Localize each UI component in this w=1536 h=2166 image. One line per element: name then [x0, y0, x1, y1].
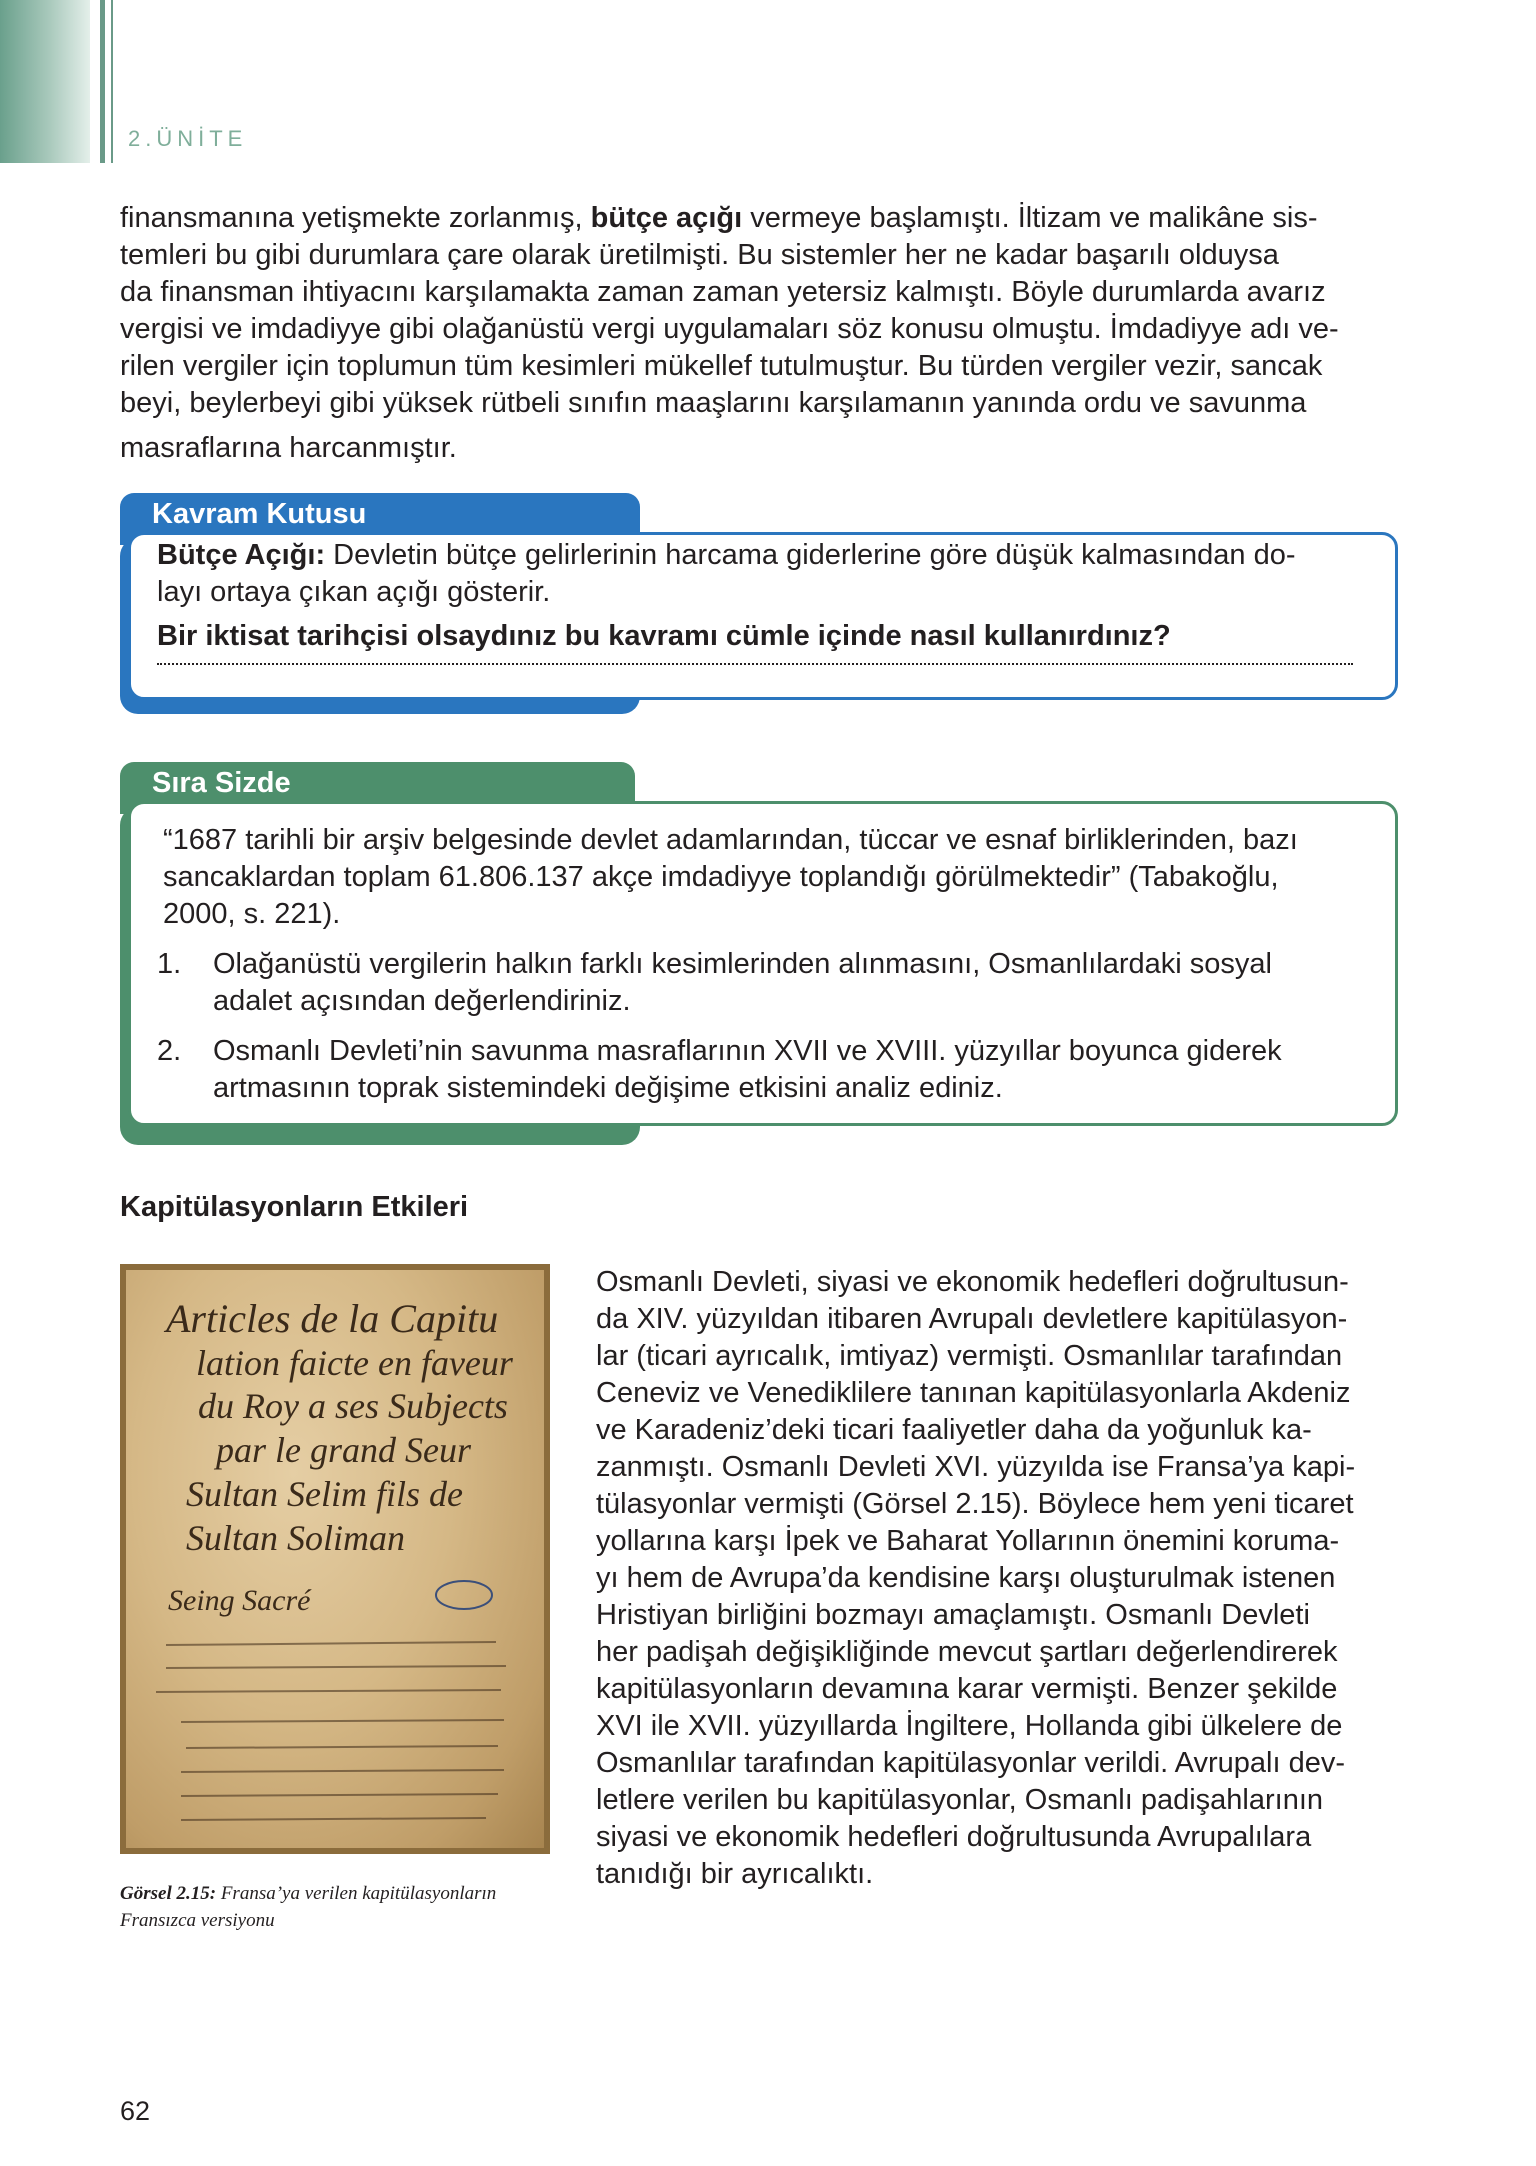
manuscript-line: du Roy a ses Subjects: [198, 1386, 508, 1426]
intro-line: vergisi ve imdadiyye gibi olağanüstü vergi uygulamaları söz konusu olmuştu. İmdadiyye adı ve-: [120, 313, 1339, 345]
answer-dotted-line: [157, 655, 1353, 665]
manuscript-line: Articles de la Capitu: [166, 1296, 499, 1341]
intro-text: finansmanına yetişmekte zorlanmış,: [120, 202, 591, 234]
intro-line: da finansman ihtiyacını karşılamakta zaman zaman yetersiz kalmıştı. Böyle durumlarda avarız: [120, 276, 1326, 308]
concept-definition-cont: layı ortaya çıkan açığı gösterir.: [157, 576, 551, 608]
capitulation-line: Ceneviz ve Venediklilere tanınan kapitülasyonlarla Akdeniz: [596, 1377, 1351, 1409]
manuscript-photo: [120, 1264, 550, 1854]
intro-line: masraflarına harcanmıştır.: [120, 432, 457, 464]
capitulation-line: kapitülasyonların devamına karar vermişti. Benzer şekilde: [596, 1673, 1338, 1705]
question-text: Bir iktisat tarihçisi olsaydınız bu kavramı cümle içinde nasıl kullanırdınız?: [157, 620, 1171, 652]
capitulation-line: ve Karadeniz’deki ticari faaliyetler daha da yoğunluk ka-: [596, 1414, 1312, 1446]
photo-caption: [120, 1880, 560, 1934]
manuscript-line: lation faicte en faveur: [196, 1343, 513, 1383]
question-2: Osmanlı Devleti’nin savunma masraflarının XVII ve XVIII. yüzyıllar boyunca giderek: [213, 1035, 1282, 1067]
manuscript-illustration: [126, 1270, 544, 1848]
intro-line: beyi, beylerbeyi gibi yüksek rütbeli sınıfın maaşlarını karşılamanın yanında ordu ve savunma: [120, 387, 1307, 419]
archive-quote: “1687 tarihli bir arşiv belgesinde devlet adamlarından, tüccar ve esnaf birliklerinden, bazı: [163, 824, 1298, 856]
header-rule: [100, 0, 105, 163]
question-2-cont: artmasının toprak sistemindeki değişime etkisini analiz ediniz.: [213, 1072, 1003, 1104]
definition-text: Devletin bütçe gelirlerinin harcama giderlerine göre düşük kalmasından do-: [325, 539, 1296, 571]
capitulation-line: her padişah değişikliğinde mevcut şartları değerlendirerek: [596, 1636, 1338, 1668]
corner-decoration: [0, 0, 90, 163]
capitulation-line: Osmanlılar tarafından kapitülasyonlar verildi. Avrupalı dev-: [596, 1747, 1346, 1779]
capitulation-line: tülasyonlar vermişti (Görsel 2.15). Böylece hem yeni ticaret: [596, 1488, 1354, 1520]
manuscript-page: [126, 1270, 544, 1848]
list-number: 2.: [157, 1035, 182, 1067]
intro-line: [120, 200, 1396, 237]
handwriting-lines: [156, 1642, 506, 1820]
manuscript-seal-label: Seing Sacré: [168, 1584, 311, 1617]
list-number: 1.: [157, 948, 182, 980]
manuscript-line: Sultan Soliman: [186, 1518, 406, 1558]
capitulation-line: letlere verilen bu kapitülasyonlar, Osmanlı padişahlarının: [596, 1784, 1324, 1816]
capitulation-line: zanmıştı. Osmanlı Devleti XVI. yüzyılda ise Fransa’ya kapi-: [596, 1451, 1356, 1483]
capitulation-line: Hristiyan birliğini bozmayı amaçlamıştı. Osmanlı Devleti: [596, 1599, 1310, 1631]
capitulation-line: XVI ile XVII. yüzyıllarda İngiltere, Hollanda gibi ülkelere de: [596, 1710, 1343, 1742]
stamp-icon: [436, 1581, 492, 1609]
concept-question: [157, 618, 1171, 655]
capitulation-line: lar (ticari ayrıcalık, imtiyaz) vermişti. Osmanlılar tarafından: [596, 1340, 1343, 1372]
capitulation-line: Osmanlı Devleti, siyasi ve ekonomik hedefleri doğrultusun-: [596, 1266, 1349, 1298]
concept-term: Bütçe Açığı:: [157, 539, 326, 571]
page-number: 62: [120, 2096, 151, 2126]
manuscript-line: par le grand Seur: [216, 1430, 471, 1470]
section-heading: Kapitülasyonların Etkileri: [120, 1191, 469, 1223]
caption-text: Fransa’ya verilen kapitülasyonların: [216, 1883, 497, 1904]
capitulation-line: siyasi ve ekonomik hedefleri doğrultusunda Avrupalılara: [596, 1821, 1312, 1853]
capitulation-line: yı hem de Avrupa’da kendisine karşı oluşturulmak istenen: [596, 1562, 1336, 1594]
intro-line: rilen vergiler için toplumun tüm kesimleri mükellef tutulmuştur. Bu türden vergiler vezir, sancak: [120, 350, 1323, 382]
concept-definition: [157, 537, 1296, 574]
unit-label: 2.ÜNİTE: [128, 126, 248, 151]
question-1: Olağanüstü vergilerin halkın farklı kesimlerinden alınmasını, Osmanlılardaki sosyal: [213, 948, 1272, 980]
intro-line: temleri bu gibi durumlara çare olarak üretilmişti. Bu sistemler her ne kadar başarılı olduysa: [120, 239, 1279, 271]
manuscript-line: Sultan Selim fils de: [186, 1474, 463, 1514]
archive-quote: 2000, s. 221).: [163, 898, 341, 930]
capitulation-line: yollarına karşı İpek ve Baharat Yollarının önemini koruma-: [596, 1525, 1340, 1557]
caption-text: Fransızca versiyonu: [120, 1910, 275, 1931]
caption-label: Görsel 2.15:: [120, 1883, 217, 1904]
intro-text: vermeye başlamıştı. İltizam ve malikâne sis-: [742, 202, 1318, 234]
capitulation-line: da XIV. yüzyıldan itibaren Avrupalı devletlere kapitülasyon-: [596, 1303, 1348, 1335]
activity-box-title: Sıra Sizde: [120, 762, 635, 814]
question-1-cont: adalet açısından değerlendiriniz.: [213, 985, 631, 1017]
budget-deficit-term: bütçe açığı: [590, 202, 743, 234]
archive-quote: sancaklardan toplam 61.806.137 akçe imdadiyye toplandığı görülmektedir” (Tabakoğlu,: [163, 861, 1279, 893]
concept-box-title: Kavram Kutusu: [120, 493, 640, 545]
capitulation-line: tanıdığı bir ayrıcalıktı.: [596, 1858, 874, 1890]
header-rule-thin: [111, 0, 113, 163]
